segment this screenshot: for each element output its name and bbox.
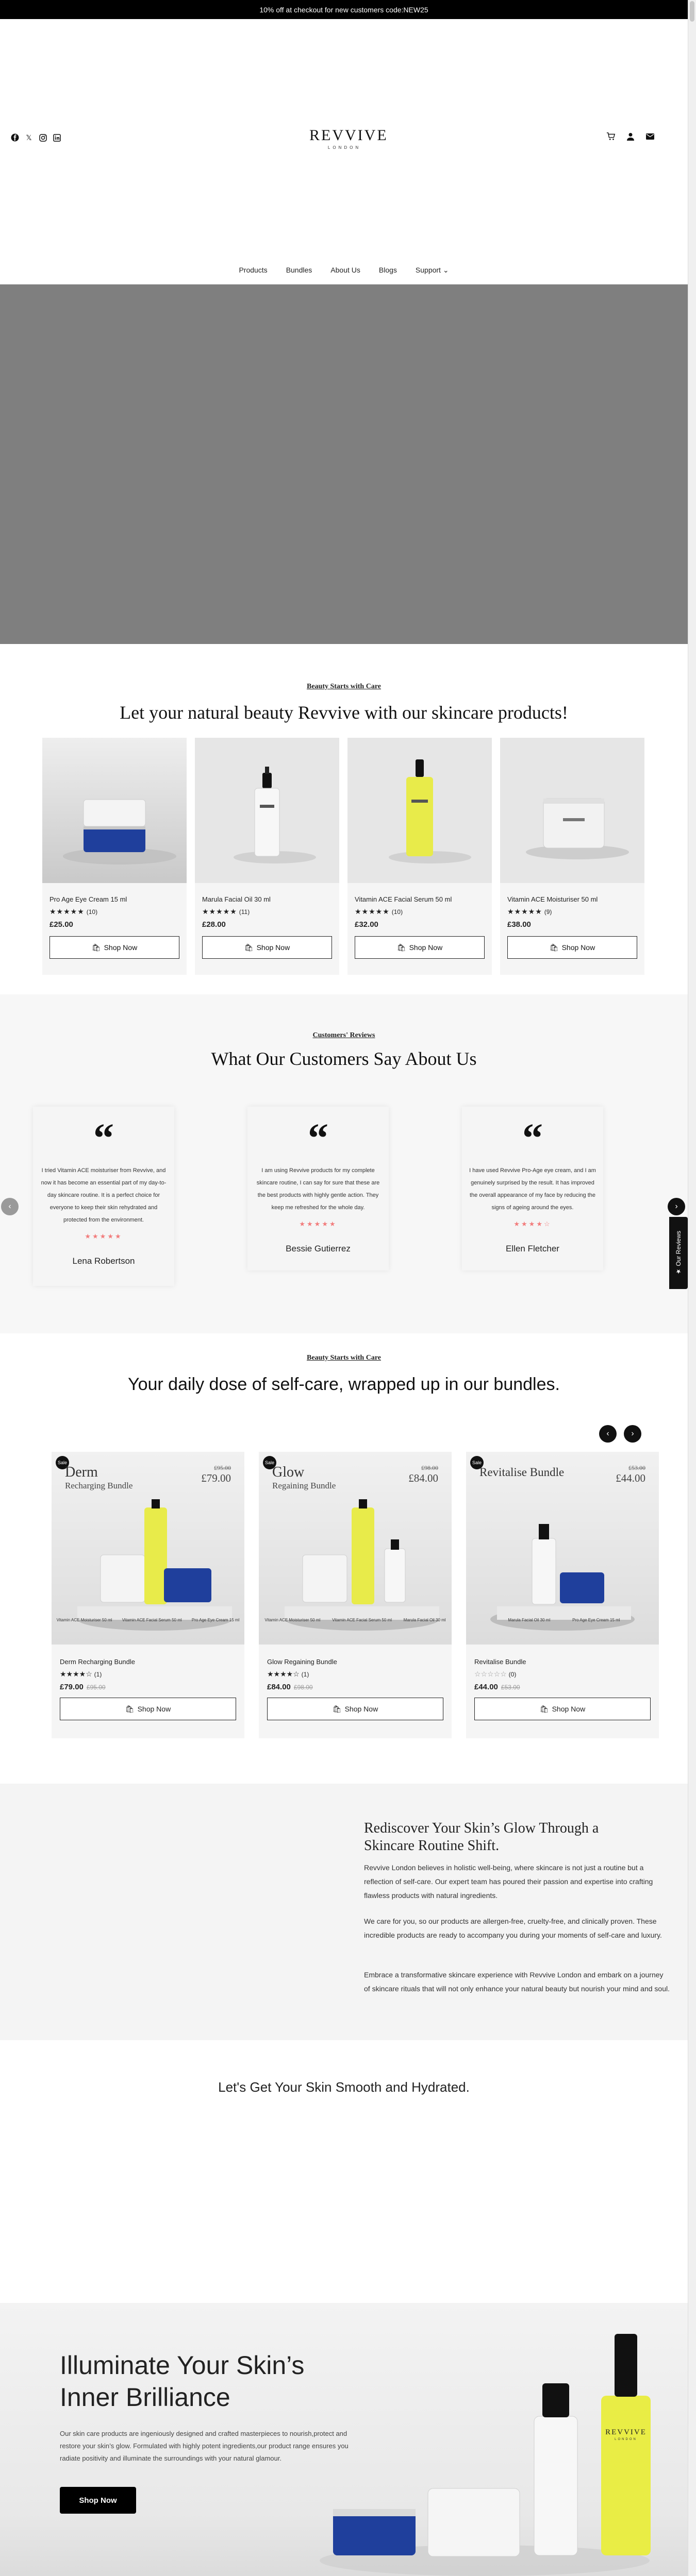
facebook-icon[interactable] xyxy=(10,133,20,142)
product-name[interactable]: Marula Facial Oil 30 ml xyxy=(202,895,271,903)
review-count: (9) xyxy=(544,908,552,916)
product-card[interactable] xyxy=(195,738,339,975)
star-icons: ★★★★★ xyxy=(355,907,390,916)
bundle-image[interactable] xyxy=(259,1452,452,1645)
product-rating xyxy=(202,907,332,916)
bundle-item-label: Pro Age Eye Cream 15 ml xyxy=(572,1618,620,1622)
rediscover-paragraph: Embrace a transformative skincare experience with Revvive London and embark on a journey of skincare rituals that will not only enhance your natural beauty but nourish your mind and soul. xyxy=(364,1971,670,1993)
reviews-kicker: Customers' Reviews xyxy=(312,1031,375,1039)
product-image[interactable] xyxy=(195,738,339,883)
original-price: £95.00 xyxy=(86,1684,106,1691)
hero-banner xyxy=(0,284,688,644)
quote-icon: “ xyxy=(522,1116,543,1161)
review-count: (10) xyxy=(391,908,403,916)
rediscover-paragraph: Revvive London believes in holistic well-being, where skincare is not just a routine but a reflection of self-care. Our expert team has poured their passion and expertise into crafting flawless products with natural ingredients. xyxy=(364,1863,653,1900)
nav-bundles[interactable]: Bundles xyxy=(286,266,312,274)
nav-products[interactable]: Products xyxy=(239,266,268,274)
bundle-item-label: Vitamin ACE Moisturiser 50 ml xyxy=(56,1618,112,1622)
product-card[interactable] xyxy=(347,738,492,975)
bundle-price xyxy=(267,1683,443,1691)
bundle-price xyxy=(60,1683,236,1691)
shop-now-button[interactable] xyxy=(355,936,485,959)
shop-now-button[interactable] xyxy=(474,1698,651,1720)
bundle-item-label: Vitamin ACE Facial Serum 50 ml xyxy=(122,1618,182,1622)
bundle-image-new-price: £84.00 xyxy=(408,1472,438,1484)
bundle-name[interactable]: Revitalise Bundle xyxy=(474,1658,526,1666)
bundle-image-price xyxy=(616,1464,645,1485)
bundle-image[interactable] xyxy=(466,1452,659,1645)
reviews-next-button[interactable] xyxy=(668,1198,685,1215)
nav-support[interactable]: Support ⌄ xyxy=(415,266,449,274)
reviewer-name: Ellen Fletcher xyxy=(506,1244,559,1253)
bundle-card[interactable] xyxy=(466,1452,659,1738)
review-stars: ★★★★☆ xyxy=(513,1220,552,1228)
bundle-image-title: Derm xyxy=(65,1464,98,1480)
our-reviews-tab[interactable]: ★ Our Reviews xyxy=(669,1217,688,1289)
reviews-title: What Our Customers Say About Us xyxy=(211,1048,477,1069)
announcement-text: 10% off at checkout for new customers code:NEW25 xyxy=(259,5,428,14)
quote-icon: “ xyxy=(93,1116,114,1161)
review-count: (1) xyxy=(301,1671,309,1678)
bag-icon: 🛍 xyxy=(539,1704,549,1713)
shop-now-button[interactable] xyxy=(202,936,332,959)
quote-icon: “ xyxy=(308,1116,328,1161)
shop-now-label: Shop Now xyxy=(552,1705,586,1713)
product-rating xyxy=(49,907,179,916)
star-icons: ★★★★★ xyxy=(49,907,85,916)
original-price: £98.00 xyxy=(293,1684,313,1691)
chevron-right-icon: › xyxy=(675,1202,678,1211)
bundle-image-title: Revitalise Bundle xyxy=(479,1466,565,1479)
product-price: £38.00 xyxy=(507,920,531,929)
bundle-item-label: Marula Facial Oil 30 ml xyxy=(403,1618,446,1622)
review-text: I tried Vitamin ACE moisturiser from Revvive, and now it has become an essential part of my day-to-day skincare routine. It is a perfect choice for everyone to keep their skin rehydrated and protected from the environment. xyxy=(41,1167,167,1223)
chevron-right-icon: › xyxy=(631,1429,634,1438)
product-price: £32.00 xyxy=(355,920,378,929)
review-stars: ★★★★★ xyxy=(299,1220,337,1228)
shop-now-button[interactable] xyxy=(507,936,637,959)
bag-icon: 🛍 xyxy=(549,943,559,952)
bundle-image-price xyxy=(201,1464,231,1485)
rediscover-title: Rediscover Your Skin’s Glow Through a Skincare Routine Shift. xyxy=(364,1820,599,1854)
cart-icon[interactable] xyxy=(606,132,616,141)
product-price: £28.00 xyxy=(202,920,226,929)
bundle-image-title: Glow xyxy=(272,1464,305,1480)
product-card[interactable] xyxy=(500,738,644,975)
shop-now-label: Shop Now xyxy=(409,943,443,952)
shop-now-button[interactable] xyxy=(267,1698,443,1720)
shop-now-label: Shop Now xyxy=(256,943,290,952)
bundle-item-labels xyxy=(52,1618,244,1622)
bundles-prev-button[interactable] xyxy=(599,1425,617,1443)
nav-blogs[interactable]: Blogs xyxy=(378,266,397,274)
bundle-item-labels xyxy=(497,1618,631,1622)
bundle-card[interactable] xyxy=(52,1452,244,1738)
shop-now-label: Shop Now xyxy=(561,943,595,952)
review-count: (1) xyxy=(94,1671,102,1678)
star-icons: ☆☆☆☆☆ xyxy=(474,1670,507,1678)
shop-now-label: Shop Now xyxy=(344,1705,378,1713)
product-name[interactable]: Vitamin ACE Facial Serum 50 ml xyxy=(355,895,452,903)
instagram-icon[interactable] xyxy=(38,133,47,142)
rediscover-paragraph: We care for you, so our products are allergen-free, cruelty-free, and clinically proven. These incredible products are ready to accompany you during your moments of self-care and luxury. xyxy=(364,1917,662,1939)
linkedin-icon[interactable] xyxy=(52,133,61,142)
review-card xyxy=(247,1107,389,1270)
illuminate-title: Illuminate Your Skin’s Inner Brilliance xyxy=(60,2351,305,2412)
product-rating xyxy=(507,907,637,916)
reviews-prev-button[interactable] xyxy=(1,1198,19,1215)
bundle-item-labels xyxy=(259,1618,452,1622)
star-icons: ★★★★☆ xyxy=(267,1670,300,1678)
chevron-left-icon: ‹ xyxy=(8,1202,11,1211)
bottle-brand: REVVIVE xyxy=(605,2428,647,2436)
brand-subtitle: LONDON xyxy=(327,145,361,150)
bundle-image-new-price: £44.00 xyxy=(616,1472,645,1484)
scrollbar-thumb[interactable] xyxy=(690,1,694,22)
sale-price: £44.00 xyxy=(474,1683,498,1691)
product-price: £25.00 xyxy=(49,920,73,929)
products-title: Let your natural beauty Revvive with our skincare products! xyxy=(120,702,568,723)
review-text: I have used Revvive Pro-Age eye cream, and I am genuinely surprised by the result. It has improved the overall appearance of my face by reducing the signs of ageing around the eyes. xyxy=(469,1167,596,1211)
bundle-image-old-price: £95.00 xyxy=(214,1464,231,1471)
review-card xyxy=(462,1107,603,1270)
bundles-kicker: Beauty Starts with Care xyxy=(306,1354,381,1362)
header-social-icons xyxy=(10,133,61,142)
sale-badge: Sale xyxy=(263,1456,276,1469)
bundle-image-old-price: £53.00 xyxy=(628,1464,645,1471)
illuminate-text: Our skin care products are ingeniously designed and crafted masterpieces to nourish,protect and restore your skin’s glow. Formulated with highly potent ingredients,our product range ensures you radiate positivity and illuminate the surroundings with your natural glamour. xyxy=(60,2430,349,2462)
reviewer-name: Lena Robertson xyxy=(72,1256,135,1266)
star-icons: ★★★★★ xyxy=(202,907,237,916)
header-icons xyxy=(606,132,655,141)
bundle-card[interactable] xyxy=(259,1452,452,1738)
product-rating xyxy=(355,907,485,916)
smooth-hydrated-title: Let's Get Your Skin Smooth and Hydrated. xyxy=(218,2079,470,2095)
bundle-item-label: Marula Facial Oil 30 ml xyxy=(508,1618,551,1622)
shop-now-button[interactable] xyxy=(49,936,179,959)
review-count: (10) xyxy=(86,908,98,916)
bag-icon: 🛍 xyxy=(332,1704,342,1713)
bundle-rating xyxy=(267,1670,443,1679)
review-count: (11) xyxy=(239,908,250,916)
bundles-title: Your daily dose of self-care, wrapped up in our bundles. xyxy=(128,1375,560,1394)
bundle-item-label: Pro Age Eye Cream 15 ml xyxy=(191,1618,240,1622)
product-name[interactable]: Vitamin ACE Moisturiser 50 ml xyxy=(507,895,598,903)
bundle-price xyxy=(474,1683,651,1691)
announcement-bar xyxy=(0,0,688,19)
star-icons: ★★★★★ xyxy=(507,907,542,916)
page-scrollbar[interactable] xyxy=(688,0,696,2576)
review-card xyxy=(33,1107,174,1286)
bag-icon: 🛍 xyxy=(244,943,254,952)
original-price: £53.00 xyxy=(501,1684,520,1691)
sale-badge: Sale xyxy=(470,1456,484,1469)
bundle-name[interactable]: Derm Recharging Bundle xyxy=(60,1658,135,1666)
bundles-next-button[interactable] xyxy=(624,1425,641,1443)
bundle-image-price xyxy=(408,1464,438,1485)
chevron-left-icon: ‹ xyxy=(606,1429,609,1438)
shop-now-label: Shop Now xyxy=(104,943,138,952)
product-image[interactable] xyxy=(42,738,187,883)
nav-about-us[interactable]: About Us xyxy=(330,266,360,274)
bundle-item-label: Vitamin ACE Facial Serum 50 ml xyxy=(332,1618,392,1622)
product-image[interactable] xyxy=(500,738,644,883)
review-stars: ★★★★★ xyxy=(85,1232,123,1240)
bundle-image-subtitle: Regaining Bundle xyxy=(272,1481,336,1490)
products-kicker: Beauty Starts with Care xyxy=(306,683,381,690)
main-nav xyxy=(0,266,688,275)
product-card[interactable] xyxy=(42,738,187,975)
bundle-image-new-price: £79.00 xyxy=(201,1472,231,1484)
bundle-rating xyxy=(474,1670,651,1679)
bag-icon: 🛍 xyxy=(396,943,406,952)
shop-now-label: Shop Now xyxy=(137,1705,171,1713)
bundle-image[interactable] xyxy=(52,1452,244,1645)
bundle-image-old-price: £98.00 xyxy=(421,1464,438,1471)
illuminate-shop-now-button[interactable]: Shop Now xyxy=(60,2487,136,2514)
reviewer-name: Bessie Gutierrez xyxy=(286,1244,351,1253)
brand-name: REVVIVE xyxy=(309,127,388,144)
bottle-city: LONDON xyxy=(615,2438,637,2441)
product-image[interactable] xyxy=(347,738,492,883)
brand-logo[interactable] xyxy=(309,127,388,150)
bundle-item-label: Vitamin ACE Moisturiser 50 ml xyxy=(264,1618,321,1622)
review-text: I am using Revvive products for my complete skincare routine, I can say for sure that these are the best products with highly gentle action. They keep me refreshed for the whole day. xyxy=(256,1167,380,1211)
shop-now-button[interactable] xyxy=(60,1698,236,1720)
star-icons: ★★★★☆ xyxy=(60,1670,92,1678)
bundle-rating xyxy=(60,1670,236,1679)
review-count: (0) xyxy=(508,1671,517,1678)
x-icon[interactable]: 𝕏 xyxy=(26,133,32,142)
bag-icon: 🛍 xyxy=(125,1704,135,1713)
account-icon[interactable] xyxy=(626,132,635,141)
sale-price: £79.00 xyxy=(60,1683,84,1691)
sale-badge: Sale xyxy=(56,1456,69,1469)
product-name[interactable]: Pro Age Eye Cream 15 ml xyxy=(49,895,127,903)
mail-icon[interactable] xyxy=(645,132,655,141)
sale-price: £84.00 xyxy=(267,1683,291,1691)
bundle-name[interactable]: Glow Regaining Bundle xyxy=(267,1658,337,1666)
bundle-image-subtitle: Recharging Bundle xyxy=(65,1481,133,1490)
bag-icon: 🛍 xyxy=(91,943,101,952)
